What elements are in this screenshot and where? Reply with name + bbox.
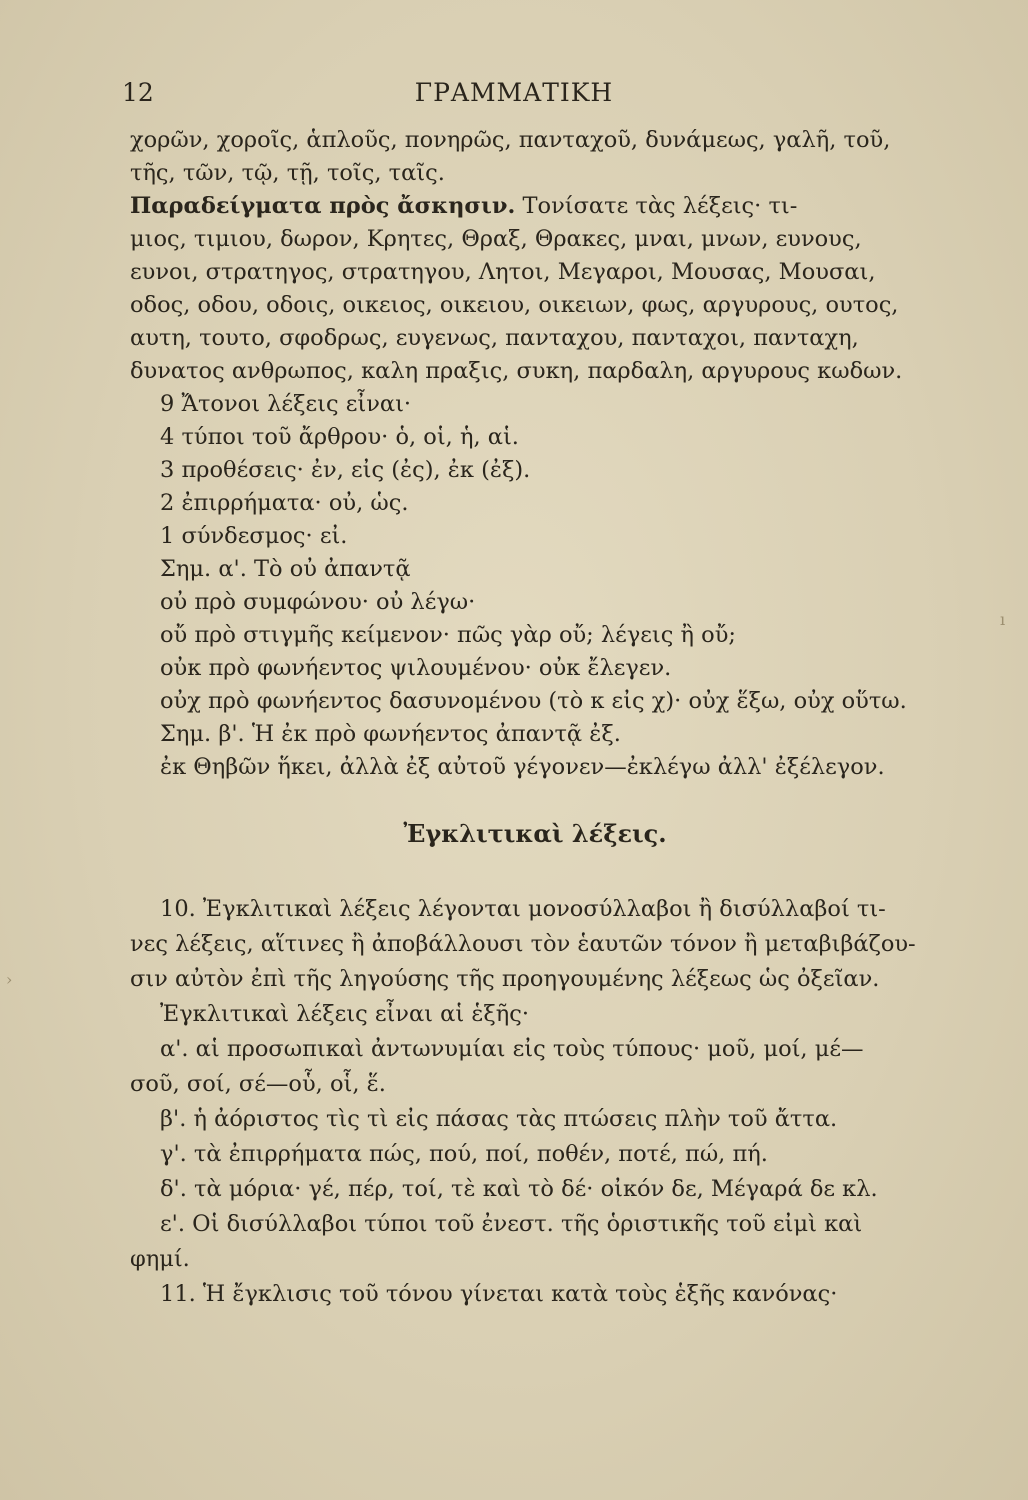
margin-mark-icon: ı bbox=[1000, 610, 1006, 629]
enclitic-item-e-cont: φημί. bbox=[130, 1246, 190, 1272]
running-title: ΓΡΑΜΜΑΤΙΚΗ bbox=[414, 78, 614, 107]
text-line: δυνατος ανθρωπος, καλη πραξις, συκη, παρδαλη, αργυρους κωδων. bbox=[130, 358, 903, 384]
enclitic-item-a-cont: σοῦ, σοί, σέ—οὗ, οἷ, ἕ. bbox=[130, 1071, 386, 1097]
text-line: οὐκ πρὸ φωνήεντος ψιλουμένου· οὐκ ἔλεγεν. bbox=[160, 655, 672, 681]
page-header bbox=[0, 78, 1028, 114]
paragraph-11: 11. Ἡ ἔγκλισις τοῦ τόνου γίνεται κατὰ τοὺς ἑξῆς κανόνας· bbox=[160, 1281, 838, 1307]
text-line: οὐ πρὸ συμφώνου· οὐ λέγω· bbox=[160, 589, 476, 615]
enclitic-item-a: α'. αἱ προσωπικαὶ ἀντωνυμίαι εἰς τοὺς τύπους· μοῦ, μοί, μέ— bbox=[160, 1036, 864, 1062]
enclitic-item-b: β'. ἡ ἀόριστος τὶς τὶ εἰς πάσας τὰς πτώσεις πλὴν τοῦ ἄττα. bbox=[160, 1106, 838, 1132]
exercise-label: Παραδείγματα πρὸς ἄσκησιν. bbox=[130, 193, 516, 219]
paragraph-10-line: σιν αὐτὸν ἐπὶ τῆς ληγούσης τῆς προηγουμένης λέξεως ὡς ὀξεῖαν. bbox=[130, 966, 880, 992]
text-line: οὐχ πρὸ φωνήεντος δασυνομένου (τὸ κ εἰς χ)· οὐχ ἕξω, οὐχ οὕτω. bbox=[160, 688, 907, 714]
margin-mark-icon: › bbox=[6, 970, 13, 989]
note-b-title: Σημ. β'. Ἡ ἐκ πρὸ φωνήεντος ἀπαντᾷ ἐξ. bbox=[160, 721, 621, 747]
paragraph-10-line: νες λέξεις, αἵτινες ἢ ἀποβάλλουσι τὸν ἑαυτῶν τόνον ἢ μεταβιβάζου- bbox=[130, 931, 916, 957]
enclitics-intro: Ἐγκλιτικαὶ λέξεις εἶναι αἱ ἑξῆς· bbox=[160, 1001, 530, 1027]
list-item: 3 προθέσεις· ἐν, εἰς (ἐς), ἐκ (ἐξ). bbox=[160, 457, 531, 483]
list-item: 4 τύποι τοῦ ἄρθρου· ὁ, οἱ, ἡ, αἱ. bbox=[160, 424, 519, 450]
text-line: μιος, τιμιου, δωρον, Κρητες, Θραξ, Θρακες, μναι, μνων, ευνους, bbox=[130, 226, 862, 252]
text-line: χορῶν, χοροῖς, ἁπλοῦς, πονηρῶς, πανταχοῦ, δυνάμεως, γαλῆ, τοῦ, bbox=[130, 127, 891, 153]
text-line: αυτη, τουτο, σφοδρως, ευγενως, πανταχου, πανταχοι, πανταχη, bbox=[130, 325, 859, 351]
enclitic-item-d: δ'. τὰ μόρια· γέ, πέρ, τοί, τὲ καὶ τὸ δέ· οἰκόν δε, Μέγαρά δε κλ. bbox=[160, 1176, 878, 1202]
list-item: 1 σύνδεσμος· εἰ. bbox=[160, 523, 348, 549]
exercise-instruction: Τονίσατε τὰς λέξεις· τι- bbox=[522, 193, 798, 219]
enclitic-item-c: γ'. τὰ ἐπιρρήματα πώς, πού, ποί, ποθέν, ποτέ, πώ, πή. bbox=[160, 1141, 768, 1167]
text-line: ἐκ Θηβῶν ἥκει, ἀλλὰ ἐξ αὐτοῦ γέγονεν—ἐκλέγω ἀλλ' ἐξέλεγον. bbox=[160, 754, 885, 780]
atona-intro: 9 Ἄτονοι λέξεις εἶναι· bbox=[160, 391, 412, 417]
page-number: 12 bbox=[122, 78, 154, 107]
body-text bbox=[130, 124, 940, 1312]
text-line: τῆς, τῶν, τῷ, τῇ, τοῖς, ταῖς. bbox=[130, 160, 445, 186]
note-a-title: Σημ. α'. Τὸ οὐ ἀπαντᾷ bbox=[160, 556, 411, 582]
exercise-line bbox=[130, 190, 940, 223]
text-line: οδος, οδου, οδοις, οικειος, οικειου, οικειων, φως, αργυρους, ουτος, bbox=[130, 292, 899, 318]
text-line: οὔ πρὸ στιγμῆς κείμενον· πῶς γὰρ οὔ; λέγεις ἢ οὔ; bbox=[160, 622, 736, 648]
enclitic-item-e: ε'. Οἱ δισύλλαβοι τύποι τοῦ ἐνεστ. τῆς ὁριστικῆς τοῦ εἰμὶ καὶ bbox=[160, 1211, 863, 1237]
list-item: 2 ἐπιρρήματα· οὐ, ὡς. bbox=[160, 490, 409, 516]
paragraph-10-line: 10. Ἐγκλιτικαὶ λέξεις λέγονται μονοσύλλαβοι ἢ δισύλλαβοί τι- bbox=[160, 896, 886, 922]
section-heading: Ἐγκλιτικαὶ λέξεις. bbox=[403, 819, 667, 848]
text-line: ευνοι, στρατηγος, στρατηγου, Λητοι, Μεγαροι, Μουσας, Μουσαι, bbox=[130, 259, 876, 285]
